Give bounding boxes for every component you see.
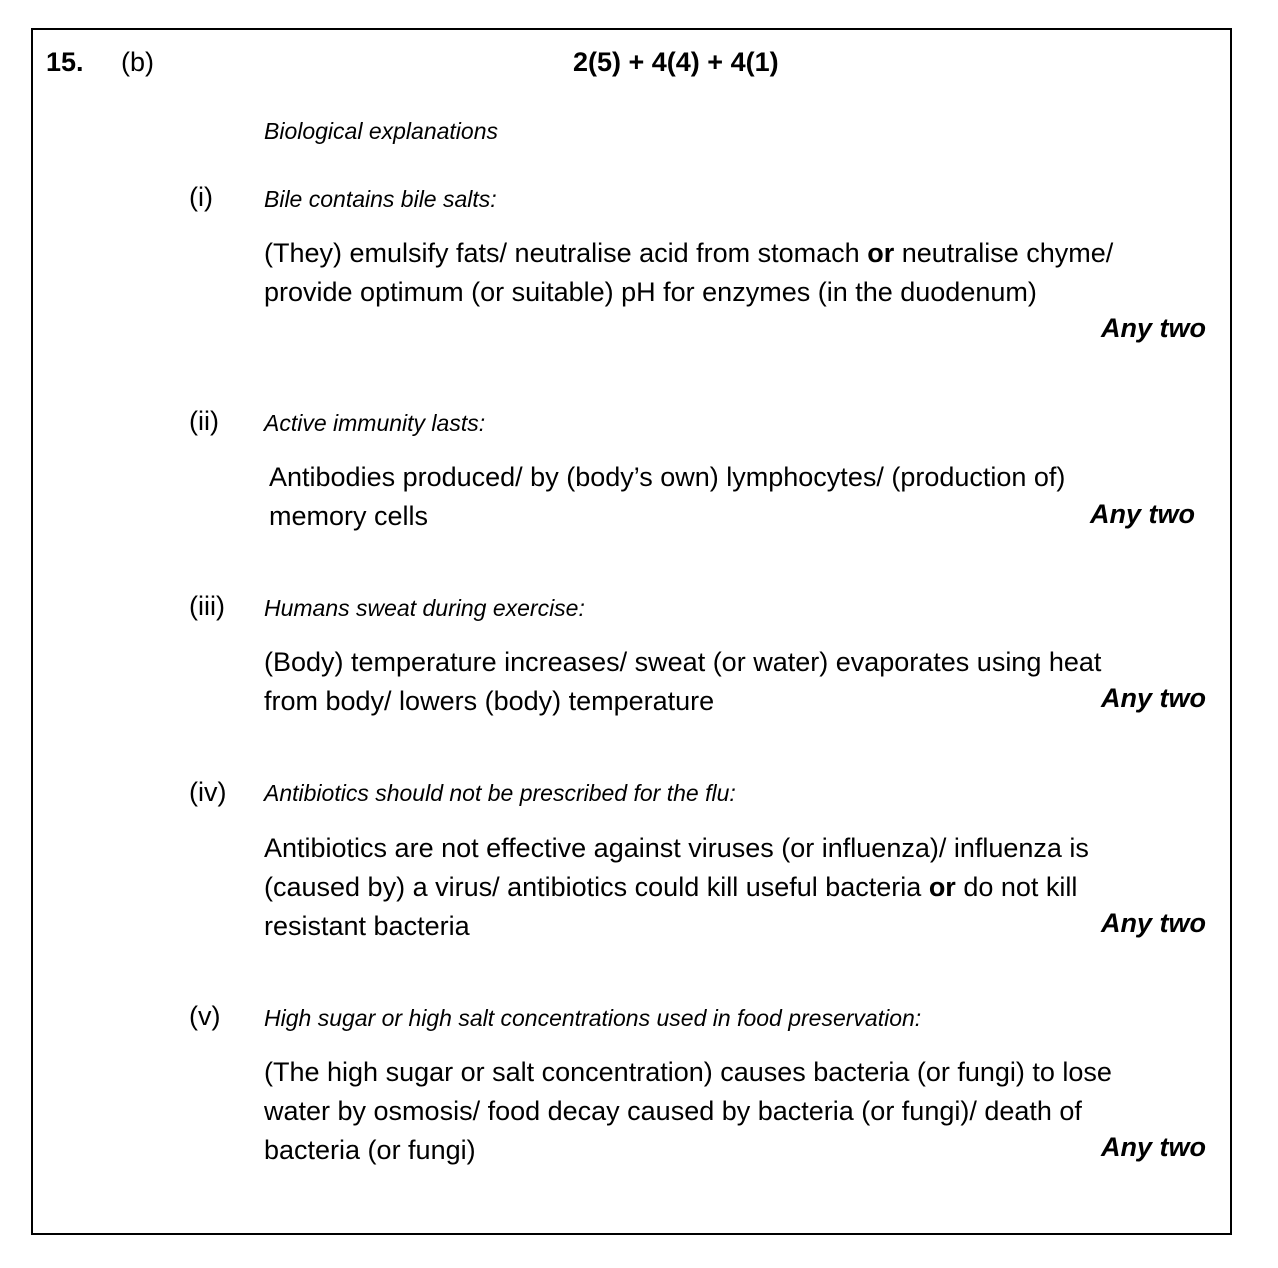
answer-line: resistant bacteria	[264, 911, 470, 941]
item-answer	[264, 643, 1224, 721]
item-answer	[269, 458, 1229, 536]
item-label: (iv)	[189, 777, 227, 807]
item-prompt: High sugar or high salt concentrations used in food preservation:	[264, 1005, 922, 1031]
item-answer	[264, 829, 1224, 946]
any-two-tag: Any two	[1101, 683, 1206, 713]
item-label: (v)	[189, 1001, 221, 1031]
answer-line: (Body) temperature increases/ sweat (or water) evaporates using heat	[264, 647, 1102, 677]
answer-line: Antibodies produced/ by (body’s own) lymphocytes/ (production of)	[269, 462, 1066, 492]
item-prompt: Active immunity lasts:	[264, 410, 486, 436]
item-label: (i)	[189, 182, 213, 212]
item-prompt: Bile contains bile salts:	[264, 186, 497, 212]
answer-line: (They) emulsify fats/ neutralise acid from stomach or neutralise chyme/	[264, 238, 1114, 268]
any-two-tag: Any two	[1101, 908, 1206, 938]
answer-line: (The high sugar or salt concentration) causes bacteria (or fungi) to lose	[264, 1057, 1112, 1087]
any-two-tag: Any two	[1101, 313, 1206, 343]
marks-allocation: 2(5) + 4(4) + 4(1)	[573, 47, 779, 77]
item-label: (iii)	[189, 591, 225, 621]
question-number: 15.	[46, 47, 84, 77]
section-heading: Biological explanations	[264, 118, 498, 144]
item-label: (ii)	[189, 406, 219, 436]
answer-line: (caused by) a virus/ antibiotics could kill useful bacteria or do not kill	[264, 872, 1078, 902]
answer-line: water by osmosis/ food decay caused by bacteria (or fungi)/ death of	[264, 1096, 1082, 1126]
answer-line: provide optimum (or suitable) pH for enzymes (in the duodenum)	[264, 277, 1037, 307]
item-prompt: Humans sweat during exercise:	[264, 595, 585, 621]
question-part: (b)	[121, 47, 154, 77]
any-two-tag: Any two	[1090, 499, 1195, 529]
answer-line: bacteria (or fungi)	[264, 1135, 476, 1165]
answer-line: from body/ lowers (body) temperature	[264, 686, 715, 716]
item-answer	[264, 234, 1224, 312]
item-answer	[264, 1053, 1224, 1170]
item-prompt: Antibiotics should not be prescribed for the flu:	[264, 780, 736, 806]
answer-line: Antibiotics are not effective against viruses (or influenza)/ influenza is	[264, 833, 1089, 863]
any-two-tag: Any two	[1101, 1132, 1206, 1162]
answer-line: memory cells	[269, 501, 429, 531]
